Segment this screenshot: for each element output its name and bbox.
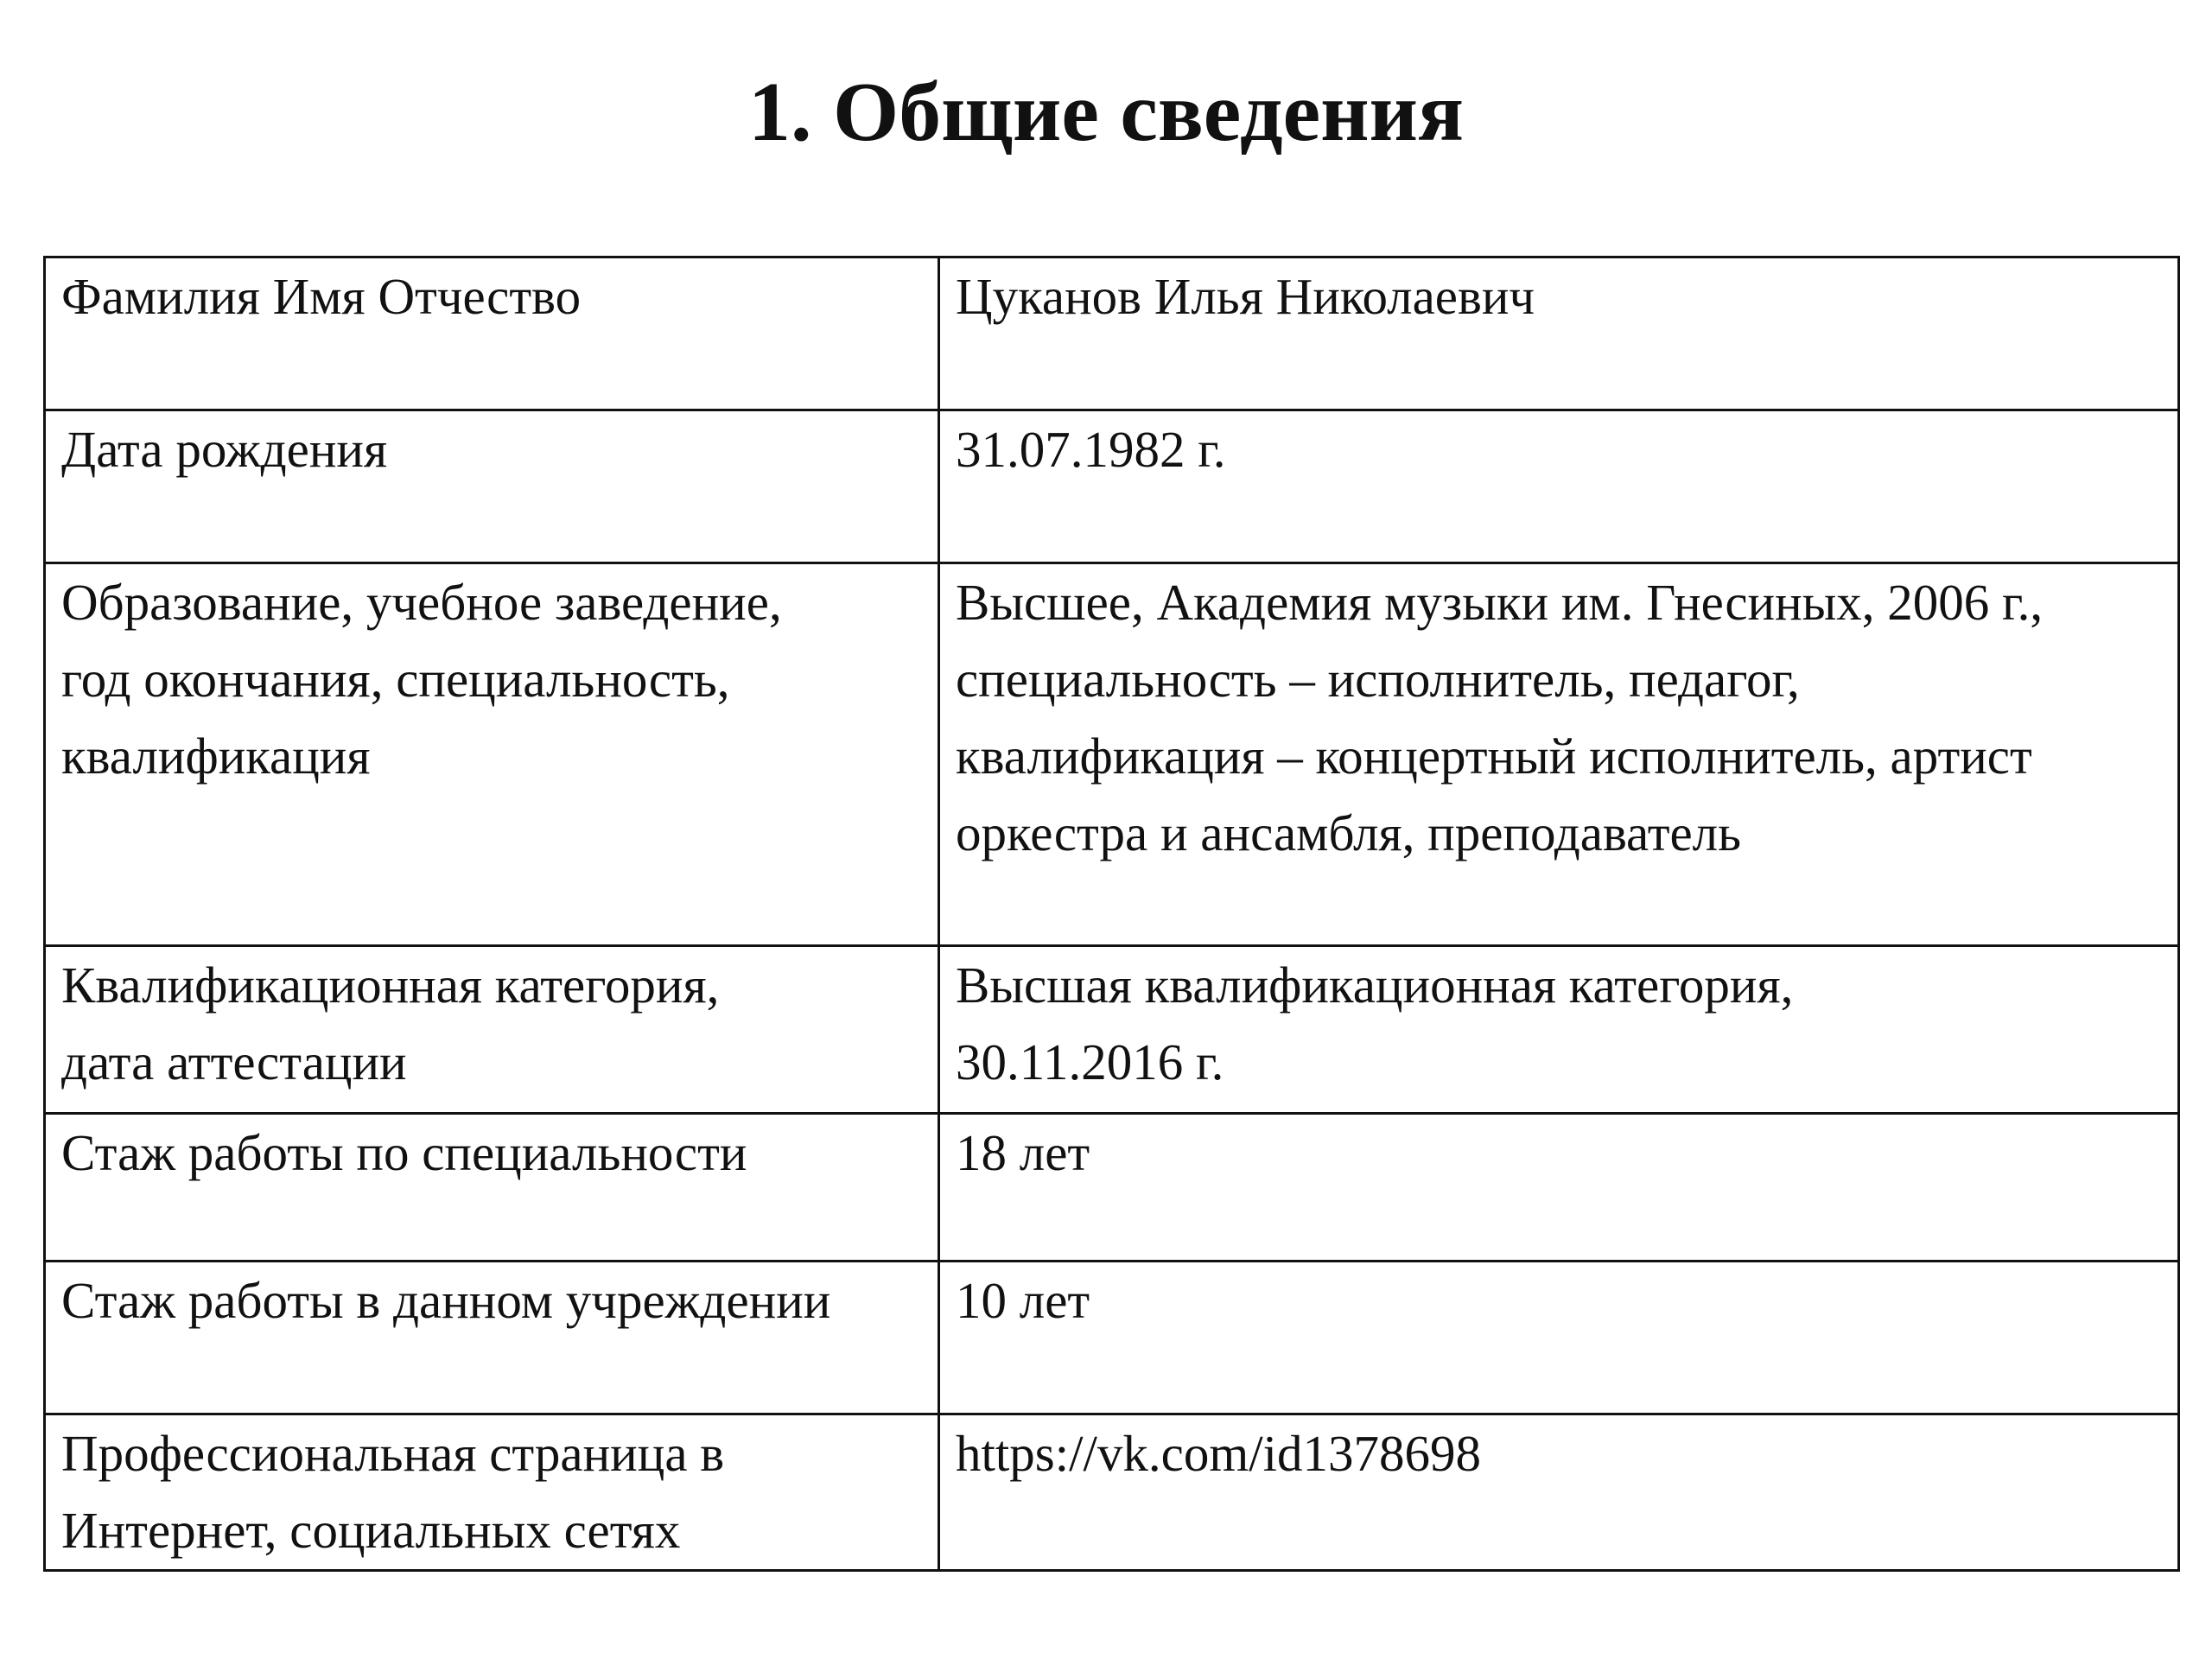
table-row-professional-page — [45, 1414, 2179, 1571]
row-value: Высшее, Академия музыки им. Гнесиных, 2006 г., специальность – исполнитель, педагог, квалификация – концертный исполнитель, артист оркестра и ансамбля, преподаватель — [939, 563, 2179, 946]
row-value: 18 лет — [939, 1114, 2179, 1262]
row-value: Высшая квалификационная категория, 30.11.2016 г. — [939, 946, 2179, 1114]
row-label: Стаж работы в данном учреждении — [45, 1262, 939, 1414]
row-label: Профессиональная страница в Интернет, социальных сетях — [45, 1414, 939, 1571]
row-label: Фамилия Имя Отчество — [45, 257, 939, 410]
row-label: Дата рождения — [45, 410, 939, 563]
row-value: 31.07.1982 г. — [939, 410, 2179, 563]
page-title: 1. Общие сведения — [747, 66, 1465, 159]
row-value: 10 лет — [939, 1262, 2179, 1414]
row-value-link[interactable]: https://vk.com/id1378698 — [939, 1414, 2179, 1571]
table-row-specialty-experience — [45, 1114, 2179, 1262]
row-label: Образование, учебное заведение, год окончания, специальность, квалификация — [45, 563, 939, 946]
table-row-birth-date — [45, 410, 2179, 563]
table-row-education — [45, 563, 2179, 946]
row-label: Стаж работы по специальности — [45, 1114, 939, 1262]
row-label: Квалификационная категория, дата аттестации — [45, 946, 939, 1114]
table-row-qualification-category — [45, 946, 2179, 1114]
table-row-full-name — [45, 257, 2179, 410]
row-value: Цуканов Илья Николаевич — [939, 257, 2179, 410]
table-row-institution-experience — [45, 1262, 2179, 1414]
general-info-table — [43, 256, 2180, 1572]
